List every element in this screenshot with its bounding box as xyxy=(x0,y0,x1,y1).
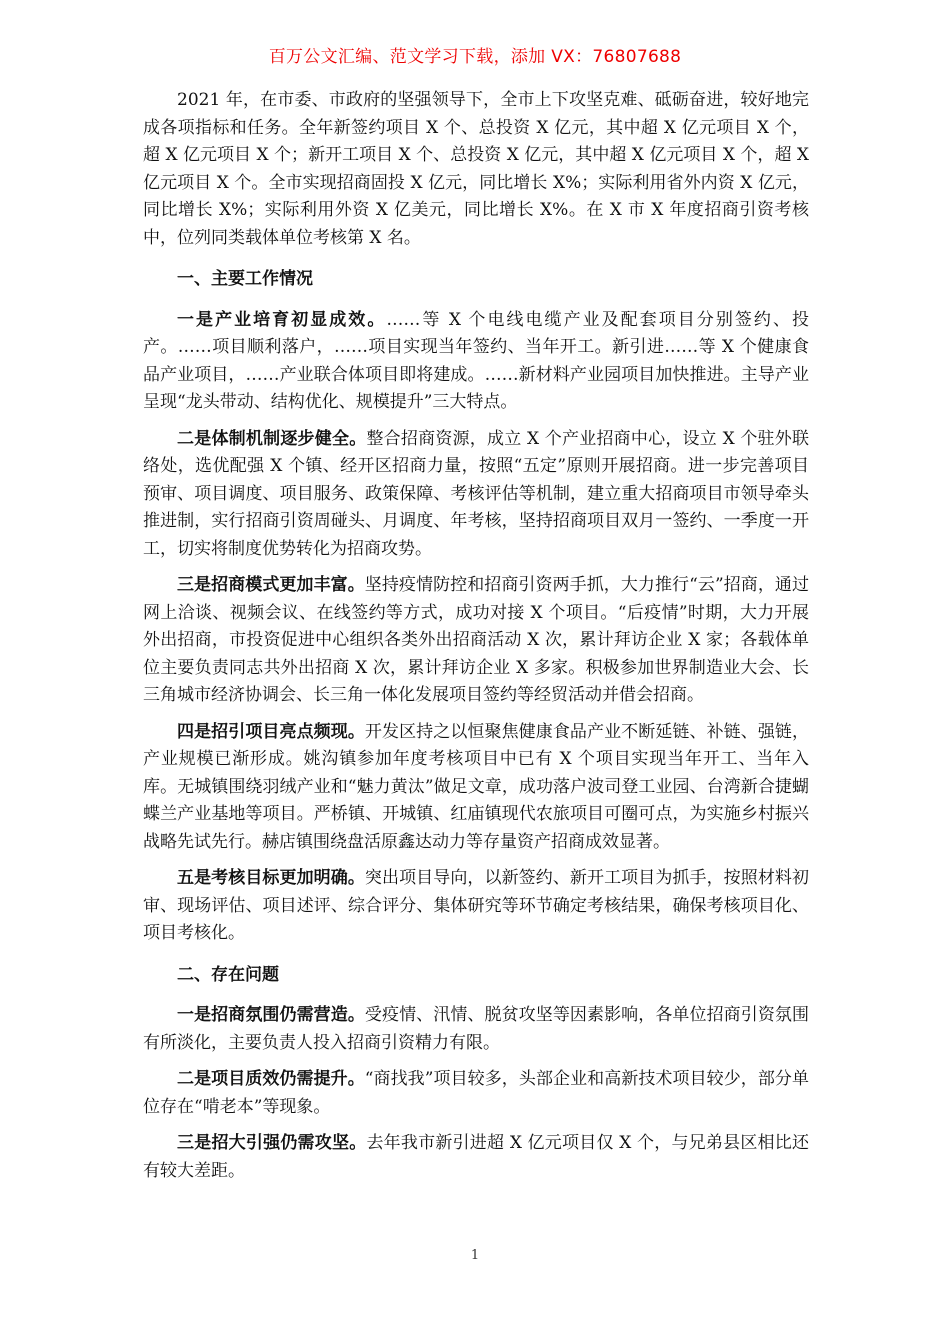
problem-item-1-lead: 一是招商氛围仍需营造。 xyxy=(177,1005,365,1025)
problem-item-1-text: 受疫情、汛情、脱贫攻坚等因素影响，各单位招商引资氛围有所淡化，主要负责人投入招商引资精力有限。 xyxy=(143,1005,810,1053)
work-item-5-lead: 五是考核目标更加明确。 xyxy=(177,868,365,888)
work-item-5-text: 突出项目导向，以新签约、新开工项目为抓手，按照材料初审、现场评估、项目述评、综合评分、集体研究等环节确定考核结果，确保考核项目化、项目考核化。 xyxy=(143,868,810,943)
problem-item-3-lead: 三是招大引强仍需攻坚。 xyxy=(177,1133,367,1153)
problem-item-1 xyxy=(143,1002,809,1057)
work-item-2-text: 整合招商资源，成立 X 个产业招商中心，设立 X 个驻外联络处，选优配强 X 个镇、经开区招商力量，按照“五定”原则开展招商。进一步完善项目预审、项目调度、项目服务、政策保障、考核评估等机制，建立重大招商项目市领导牵头推进制，实行招商引资周碰头、月调度、年考核，坚持招商项目双月一签约、一季度一开工，切实将制度优势转化为招商攻势。 xyxy=(143,428,809,559)
problem-item-2-text: “商找我”项目较多，头部企业和高新技术项目较少，部分单位存在“啃老本”等现象。 xyxy=(143,1069,809,1117)
problem-item-3-text: 去年我市新引进超 X 亿元项目仅 X 个，与兄弟县区相比还有较大差距。 xyxy=(143,1133,809,1181)
problem-item-2 xyxy=(143,1066,809,1121)
problem-item-2-lead: 二是项目质效仍需提升。 xyxy=(177,1069,365,1089)
document-body xyxy=(143,87,809,1194)
work-item-3-lead: 三是招商模式更加丰富。 xyxy=(177,575,365,595)
work-item-2 xyxy=(143,426,809,564)
work-item-4 xyxy=(143,719,809,857)
page-number: 1 xyxy=(470,1248,480,1263)
work-item-5 xyxy=(143,865,809,948)
intro-paragraph: 2021 年，在市委、市政府的坚强领导下，全市上下攻坚克难、砥砺奋进，较好地完成各项指标和任务。全年新签约项目 X 个、总投资 X 亿元，其中超 X 亿元项目 X 个，超 X 亿元项目 X 个；新开工项目 X 个、总投资 X 亿元，其中超 X 亿元项目 X 个，超 X 亿元项目 X 个。全市实现招商固投 X 亿元，同比增长 X%；实际利用省外内资 X 亿元，同比增长 X%；实际利用外资 X 亿美元，同比增长 X%。在 X 市 X 年度招商引资考核中，位列同类载体单位考核第 X 名。 xyxy=(143,90,809,248)
section-heading-problems: 二、存在问题 xyxy=(177,964,279,985)
work-item-1 xyxy=(143,307,809,417)
work-item-1-text: ……等 X 个电线电缆产业及配套项目分别签约、投产。……项目顺利落户，……项目实现当年签约、当年开工。新引进……等 X 个健康食品产业项目，……产业联合体项目即将建成。……新材料产业园项目加快推进。主导产业呈现“龙头带动、结构优化、规模提升”三大特点。 xyxy=(143,309,809,412)
problem-item-3 xyxy=(143,1130,809,1185)
work-item-1-lead: 一是产业培育初显成效。 xyxy=(177,309,387,330)
work-item-3 xyxy=(143,572,809,710)
section-heading-main-work: 一、主要工作情况 xyxy=(177,269,313,289)
work-item-2-lead: 二是体制机制逐步健全。 xyxy=(177,428,367,449)
work-item-3-text: 坚持疫情防控和招商引资两手抓，大力推行“云”招商，通过网上洽谈、视频会议、在线签约等方式，成功对接 X 个项目。“后疫情”时期，大力开展外出招商，市投资促进中心组织各类外出招商活动 X 次，累计拜访企业 X 家；各载体单位主要负责同志共外出招商 X 次，累计拜访企业 X 多家。积极参加世界制造业大会、长三角城市经济协调会、长三角一体化发展项目签约等经贸活动并借会招商。 xyxy=(143,575,809,705)
work-item-4-lead: 四是招引项目亮点频现。 xyxy=(177,721,365,742)
promo-banner: 百万公文汇编、范文学习下载，添加 VX：76807688 xyxy=(268,47,682,67)
work-item-4-text: 开发区持之以恒聚焦健康食品产业不断延链、补链、强链，产业规模已渐形成。姚沟镇参加年度考核项目中已有 X 个项目实现当年开工、当年入库。无城镇围绕羽绒产业和“魅力黄汰”做足文章，成功落户波司登工业园、台湾新合捷蝴蝶兰产业基地等项目。严桥镇、开城镇、红庙镇现代农旅项目可圈可点，为实施乡村振兴战略先试先行。赫店镇围绕盘活原鑫达动力等存量资产招商成效显著。 xyxy=(143,721,810,852)
